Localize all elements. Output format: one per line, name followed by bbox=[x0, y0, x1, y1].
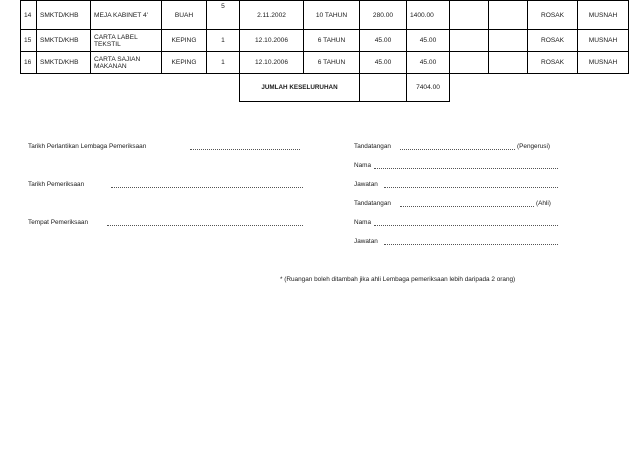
row-age: 10 TAHUN bbox=[304, 1, 360, 30]
row-price: 280.00 bbox=[360, 1, 407, 30]
table-row bbox=[21, 30, 629, 52]
row-extra1 bbox=[450, 1, 489, 30]
row-action: MUSNAH bbox=[578, 52, 629, 74]
row-condition: ROSAK bbox=[528, 30, 578, 52]
row-number: 15 bbox=[21, 30, 37, 52]
appointment-date-label: Tarikh Perlantikan Lembaga Pemeriksaan bbox=[28, 143, 147, 150]
row-total: 1400.00 bbox=[407, 1, 450, 30]
member-position-field[interactable] bbox=[384, 238, 558, 245]
row-total: 45.00 bbox=[407, 52, 450, 74]
row-ref: SMKTD/KHB bbox=[37, 1, 91, 30]
inspection-date-field[interactable] bbox=[111, 181, 303, 188]
row-extra1 bbox=[450, 52, 489, 74]
row-date: 12.10.2006 bbox=[240, 52, 304, 74]
row-number: 16 bbox=[21, 52, 37, 74]
row-action: MUSNAH bbox=[578, 30, 629, 52]
row-date: 2.11.2002 bbox=[240, 1, 304, 30]
inspection-place-label: Tempat Pemeriksaan bbox=[28, 219, 89, 226]
total-value: 7404.00 bbox=[407, 74, 450, 102]
row-number: 14 bbox=[21, 1, 37, 30]
row-condition: ROSAK bbox=[528, 1, 578, 30]
appointment-date-field[interactable] bbox=[190, 143, 300, 150]
row-price: 45.00 bbox=[360, 30, 407, 52]
row-extra2 bbox=[489, 30, 528, 52]
row-price: 45.00 bbox=[360, 52, 407, 74]
inspection-date-label: Tarikh Pemeriksaan bbox=[28, 181, 85, 188]
inventory-table bbox=[20, 0, 629, 102]
chair-position-field[interactable] bbox=[384, 181, 558, 188]
total-empty-cell bbox=[360, 74, 407, 102]
chair-name-field[interactable] bbox=[374, 162, 558, 169]
table-row bbox=[21, 52, 629, 74]
chair-name-label: Nama bbox=[354, 162, 372, 169]
chair-signature-field[interactable] bbox=[400, 143, 515, 150]
row-extra2 bbox=[489, 1, 528, 30]
summary-row bbox=[21, 74, 629, 102]
row-date: 12.10.2006 bbox=[240, 30, 304, 52]
row-ref: SMKTD/KHB bbox=[37, 52, 91, 74]
row-unit: BUAH bbox=[162, 1, 207, 30]
row-extra1 bbox=[450, 30, 489, 52]
row-qty: 1 bbox=[207, 30, 240, 52]
row-extra2 bbox=[489, 52, 528, 74]
footnote: * (Ruangan boleh ditambah jika ahli Lembaga pemeriksaan lebih daripada 2 orang) bbox=[280, 276, 516, 283]
row-item: MEJA KABINET 4' bbox=[91, 1, 162, 30]
table-row bbox=[21, 1, 629, 30]
row-unit: KEPING bbox=[162, 30, 207, 52]
row-qty: 5 bbox=[207, 1, 240, 30]
row-total: 45.00 bbox=[407, 30, 450, 52]
member-position-label: Jawatan bbox=[354, 238, 378, 245]
row-item: CARTA SAJIAN MAKANAN bbox=[91, 52, 162, 74]
row-condition: ROSAK bbox=[528, 52, 578, 74]
member-signature-field[interactable] bbox=[400, 200, 534, 207]
total-label: JUMLAH KESELURUHAN bbox=[240, 74, 360, 102]
row-age: 6 TAHUN bbox=[304, 30, 360, 52]
member-name-label: Nama bbox=[354, 219, 372, 226]
row-qty: 1 bbox=[207, 52, 240, 74]
row-action: MUSNAH bbox=[578, 1, 629, 30]
chair-position-label: Jawatan bbox=[354, 181, 378, 188]
chair-role: (Pengerusi) bbox=[517, 143, 551, 150]
inspection-place-field[interactable] bbox=[107, 219, 303, 226]
row-ref: SMKTD/KHB bbox=[37, 30, 91, 52]
row-unit: KEPING bbox=[162, 52, 207, 74]
member-signature-label: Tandatangan bbox=[354, 200, 391, 207]
row-age: 6 TAHUN bbox=[304, 52, 360, 74]
row-item: CARTA LABEL TEKSTIL bbox=[91, 30, 162, 52]
chair-signature-label: Tandatangan bbox=[354, 143, 391, 150]
member-name-field[interactable] bbox=[374, 219, 558, 226]
member-role: (Ahli) bbox=[536, 200, 551, 207]
